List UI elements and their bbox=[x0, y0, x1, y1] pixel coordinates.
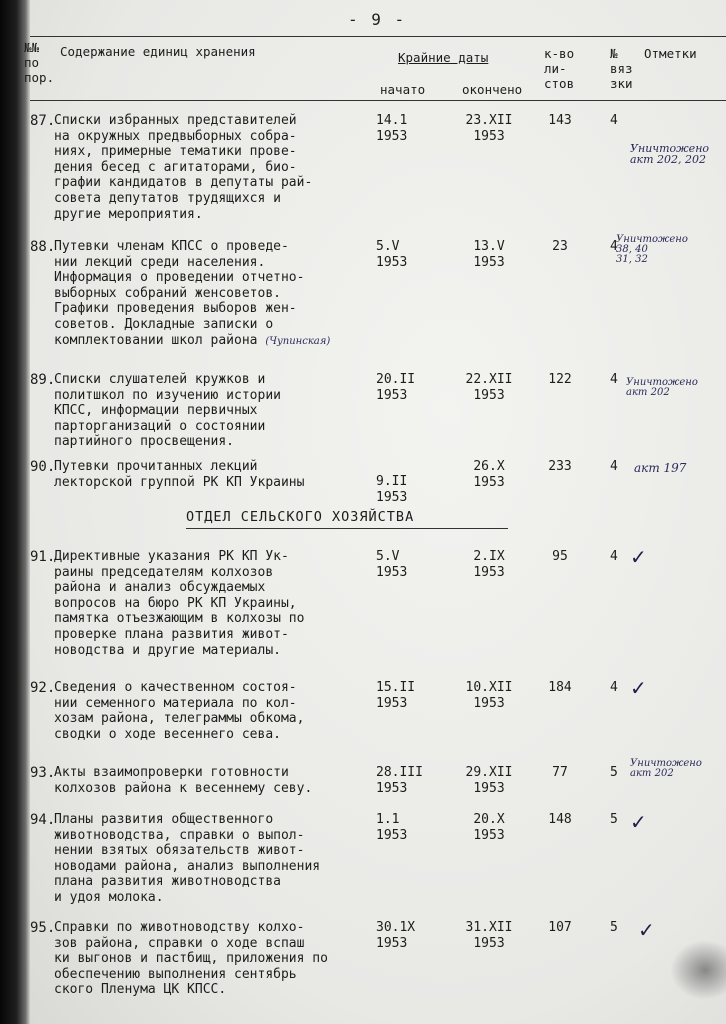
table-row bbox=[30, 810, 726, 905]
row-description: Списки избранных представителей на окружных предвыборных собра- ниях, примерные тематики прове- дения бесед с агитаторами, био- графии кандидатов в депутаты рай- совета депутатов трудящихся и другие мероприятия. bbox=[54, 113, 313, 222]
handwritten-insert: (Чупинская) bbox=[265, 335, 331, 347]
row-number: 88. bbox=[30, 239, 56, 255]
row-sheet-count: 148 bbox=[548, 812, 572, 827]
row-number: 93. bbox=[30, 765, 56, 781]
checkmark-icon: ✓ bbox=[630, 545, 647, 569]
binding-edge bbox=[0, 0, 30, 1024]
row-sheet-count: 184 bbox=[548, 680, 572, 695]
row-description: Справки по животноводству колхо- зов района, справки о ходе вспаш ки выгонов и пастбищ, приложения по обеспечению выполнения сентябрь ского Пленума ЦК КПСС. bbox=[54, 920, 328, 998]
header-notes: Отметки bbox=[644, 46, 697, 61]
row-number: 94. bbox=[30, 812, 56, 828]
row-note-destroyed: Уничтожено акт 202, 202 bbox=[630, 142, 710, 166]
row-note-destroyed: Уничтожено 38, 40 31, 32 bbox=[616, 234, 688, 265]
row-number: 90. bbox=[30, 459, 56, 475]
row-end-date: 10.XII 1953 bbox=[465, 680, 513, 711]
row-note-destroyed: Уничтожено акт 202 bbox=[626, 377, 698, 398]
row-number: 95. bbox=[30, 920, 56, 936]
table-row bbox=[30, 545, 726, 658]
row-bundle-number: 4 bbox=[610, 459, 618, 474]
scan-shadow bbox=[670, 940, 726, 1000]
row-description: Сведения о качественном состоя- нии семенного материала по кол- хозам района, телеграммы обкома, сводки о ходе весеннего сева. bbox=[54, 680, 305, 742]
row-description: Акты взаимопроверки готовности колхозов района к весеннему севу. bbox=[54, 765, 313, 796]
row-description: Путевки членам КПСС о проведе- нии лекций среди населения. Информация о проведении отчетно- выборных собраний женсоветов. Графики проведения выборов жен- советов. Докладные записки о комплектовании школ района (Чупинская) bbox=[54, 239, 331, 348]
row-sheet-count: 107 bbox=[548, 920, 572, 935]
row-end-date: 26.X 1953 bbox=[473, 459, 505, 490]
row-bundle-number: 4 bbox=[610, 680, 618, 695]
header-no: №№ по пор. bbox=[24, 40, 55, 85]
header-start: начато bbox=[380, 82, 426, 97]
row-start-date: 30.1X 1953 bbox=[376, 920, 416, 951]
row-start-date: 20.II 1953 bbox=[376, 372, 416, 403]
row-sheet-count: 95 bbox=[552, 549, 568, 564]
table-row bbox=[30, 676, 726, 742]
row-start-date: 5.V 1953 bbox=[376, 549, 408, 580]
section-underline bbox=[186, 528, 508, 529]
row-bundle-number: 5 bbox=[610, 812, 618, 827]
row-number: 92. bbox=[30, 680, 56, 696]
row-start-date: 15.II 1953 bbox=[376, 680, 416, 711]
row-note-destroyed: акт 197 bbox=[634, 461, 687, 475]
row-bundle-number: 4 bbox=[610, 113, 618, 128]
row-sheet-count: 122 bbox=[548, 372, 572, 387]
row-end-date: 29.XII 1953 bbox=[465, 765, 513, 796]
row-end-date: 20.X 1953 bbox=[473, 812, 505, 843]
row-note-destroyed: Уничтожено акт 202 bbox=[630, 758, 702, 779]
table-row bbox=[30, 234, 726, 348]
row-end-date: 2.IX 1953 bbox=[473, 549, 505, 580]
header-links: № вяз зки bbox=[610, 46, 633, 91]
row-number: 89. bbox=[30, 372, 56, 388]
row-start-date: 9.II 1953 bbox=[376, 474, 408, 505]
row-end-date: 13.V 1953 bbox=[473, 239, 505, 270]
header-bottom-rule bbox=[30, 100, 726, 101]
row-sheet-count: 143 bbox=[548, 113, 572, 128]
row-start-date: 1.1 1953 bbox=[376, 812, 408, 843]
row-bundle-number: 4 bbox=[610, 372, 618, 387]
row-end-date: 23.XII 1953 bbox=[465, 113, 513, 144]
table-row bbox=[30, 113, 726, 222]
row-bundle-number: 4 bbox=[610, 239, 618, 254]
row-start-date: 14.1 1953 bbox=[376, 113, 408, 144]
row-description: Путевки прочитанных лекций лекторской группой РК КП Украины bbox=[54, 459, 305, 490]
row-description: Списки слушателей кружков и политшкол по изучению истории КПСС, информации первичных парторганизаций о состоянии партийного просвещения. bbox=[54, 372, 281, 450]
row-bundle-number: 5 bbox=[610, 765, 618, 780]
header-dates: Крайние даты bbox=[398, 50, 489, 65]
table-row bbox=[30, 758, 726, 796]
row-start-date: 5.V 1953 bbox=[376, 239, 408, 270]
header-contents: Содержание единиц хранения bbox=[60, 44, 256, 59]
row-bundle-number: 4 bbox=[610, 549, 618, 564]
row-description: Планы развития общественного животноводства, справки о выпол- нении взятых обязательств живот- новодами района, анализ выполнения плана развития животноводства и удоя молока. bbox=[54, 812, 321, 905]
page-number: - 9 - bbox=[348, 10, 407, 29]
row-number: 87. bbox=[30, 113, 56, 129]
row-sheet-count: 233 bbox=[548, 459, 572, 474]
row-end-date: 31.XII 1953 bbox=[465, 920, 513, 951]
checkmark-icon: ✓ bbox=[630, 810, 647, 834]
row-bundle-number: 5 bbox=[610, 920, 618, 935]
table-row bbox=[30, 459, 726, 505]
table-row bbox=[30, 918, 726, 998]
row-start-date: 28.III 1953 bbox=[376, 765, 423, 796]
row-number: 91. bbox=[30, 549, 56, 565]
row-end-date: 22.XII 1953 bbox=[465, 372, 513, 403]
section-heading: ОТДЕЛ СЕЛЬСКОГО ХОЗЯЙСТВА bbox=[186, 509, 415, 525]
row-sheet-count: 77 bbox=[552, 765, 568, 780]
archive-page bbox=[24, 0, 726, 1024]
header-end: окончено bbox=[462, 82, 523, 97]
header-qty: к-во ли- стов bbox=[544, 46, 575, 91]
row-description: Директивные указания РК КП Ук- раины председателям колхозов района и анализ обсуждаемых вопросов на бюро РК КП Украины, памятка отъезжающим в колхозы по проверке плана развития живот- новодства и другие материалы. bbox=[54, 549, 305, 658]
table-row bbox=[30, 372, 726, 450]
checkmark-icon: ✓ bbox=[630, 676, 647, 700]
header-top-rule bbox=[30, 36, 726, 37]
checkmark-icon: ✓ bbox=[638, 918, 655, 942]
row-sheet-count: 23 bbox=[552, 239, 568, 254]
